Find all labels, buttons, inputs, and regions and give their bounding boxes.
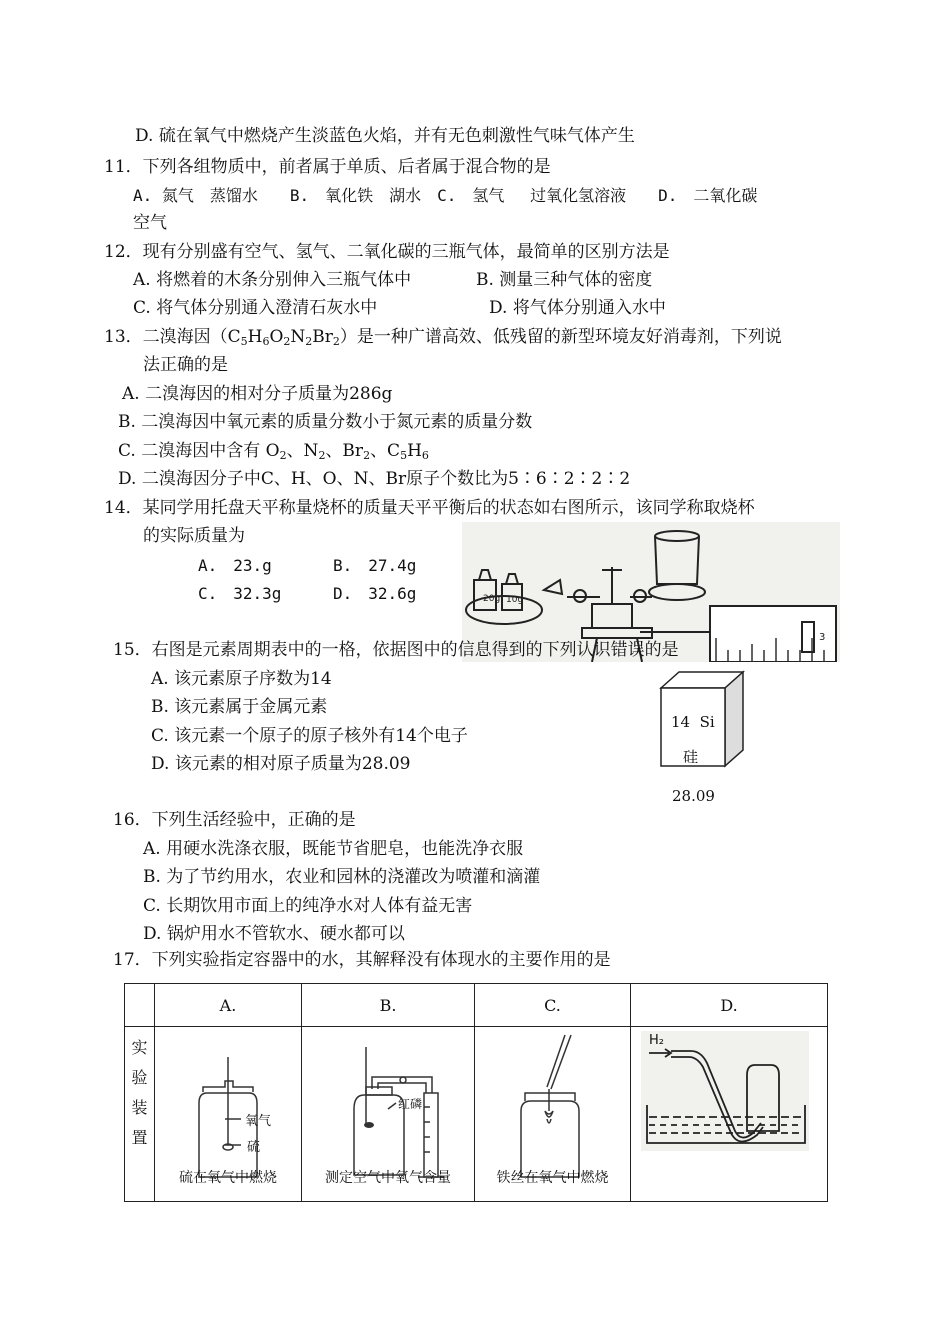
- q13-option-a: A. 二溴海因的相对分子质量为286g: [122, 384, 393, 404]
- oxygen-label: 氧气: [245, 1114, 272, 1129]
- q16-option-c: C. 长期饮用市面上的纯净水对人体有益无害: [143, 896, 473, 916]
- q16-stem: 16．下列生活经验中，正确的是: [113, 810, 356, 830]
- hydrogen-label: H₂: [649, 1033, 664, 1048]
- q16-option-b: B. 为了节约用水，农业和园林的浇灌改为喷灌和滴灌: [143, 867, 541, 887]
- q14-option-c: C. 32.3g: [198, 584, 282, 603]
- q13-stem-cont: 法正确的是: [143, 355, 228, 375]
- q12-option-c: C. 将气体分别通入澄清石灰水中: [133, 298, 378, 318]
- q13-option-d: D. 二溴海因分子中C、H、O、N、Br原子个数比为5∶6∶2∶2∶2: [118, 469, 631, 489]
- weight-20g-label: 20g: [483, 594, 501, 604]
- q17-caption-b: 测定空气中氧气含量: [325, 1170, 451, 1186]
- q17-table: [124, 983, 828, 1202]
- q17-stem: 17．下列实验指定容器中的水，其解释没有体现水的主要作用的是: [113, 950, 611, 970]
- q17-caption-c: 铁丝在氧气中燃烧: [496, 1170, 609, 1186]
- periodic-cell-mass: 28.09: [672, 787, 715, 805]
- q12-option-a: A. 将燃着的木条分别伸入三瓶气体中: [133, 270, 412, 290]
- q13-option-c: C. 二溴海因中含有 $O_2$、$N_2$、$Br_2$、$C_5H_6$: [118, 441, 429, 462]
- q14-option-a: A. 23.g: [198, 556, 272, 575]
- q16-option-a: A. 用硬水洗涤衣服，既能节省肥皂，也能洗净衣服: [143, 839, 524, 859]
- q11-stem: 11．下列各组物质中，前者属于单质、后者属于混合物的是: [104, 157, 551, 177]
- q13-option-b: B. 二溴海因中氧元素的质量分数小于氮元素的质量分数: [118, 412, 533, 432]
- q15-option-d: D. 该元素的相对原子质量为28.09: [151, 754, 411, 774]
- q15-stem: 15．右图是元素周期表中的一格，依据图中的信息得到的下列认识错误的是: [113, 640, 679, 660]
- q17-apparatus-d: [631, 1027, 828, 1202]
- periodic-cell-number-symbol: 14 Si: [671, 713, 715, 731]
- q14-option-b: B. 27.4g: [333, 556, 417, 575]
- q17-header-a: A.: [155, 984, 302, 1027]
- red-phosphorus-mark: [364, 1122, 374, 1128]
- q17-apparatus-c: [475, 1027, 631, 1202]
- q14-stem: 14．某同学用托盘天平称量烧杯的质量天平平衡后的状态如右图所示，该同学称取烧杯: [104, 498, 755, 518]
- q11-options-cont: 空气: [133, 213, 167, 233]
- hydrogen-collection-apparatus: [631, 1027, 827, 1197]
- q15-option-b: B. 该元素属于金属元素: [151, 697, 328, 717]
- q17-apparatus-b: [302, 1027, 475, 1202]
- sulfur-label: 硫: [247, 1140, 261, 1155]
- q14-stem-cont: 的实际质量为: [143, 526, 245, 546]
- q17-header-c: C.: [475, 984, 631, 1027]
- q12-option-d: D. 将气体分别通入水中: [489, 298, 666, 318]
- weight-10g-label: 10g: [506, 595, 524, 605]
- periodic-cell-name: 硅: [683, 748, 699, 766]
- q14-option-d: D. 32.6g: [333, 584, 417, 603]
- q10-option-d: D. 硫在氧气中燃烧产生淡蓝色火焰，并有无色刺激性气味气体产生: [135, 126, 635, 146]
- q17-caption-a: 硫在氧气中燃烧: [179, 1170, 277, 1186]
- q17-header-blank: [125, 984, 155, 1027]
- q15-option-c: C. 该元素一个原子的原子核外有14个电子: [151, 726, 468, 746]
- q17-apparatus-a: [155, 1027, 302, 1202]
- q15-option-a: A. 该元素原子序数为14: [151, 669, 332, 689]
- q16-option-d: D. 锅炉用水不管软水、硬水都可以: [143, 924, 405, 944]
- scale-tick-label: 3: [819, 632, 826, 643]
- q12-stem: 12．现有分别盛有空气、氢气、二氧化碳的三瓶气体，最简单的区别方法是: [104, 242, 670, 262]
- q17-header-d: D.: [631, 984, 828, 1027]
- q12-option-b: B. 测量三种气体的密度: [476, 270, 653, 290]
- q17-header-b: B.: [302, 984, 475, 1027]
- q17-row-label: 实 验 装 置: [125, 1027, 155, 1202]
- red-phosphorus-label: 红磷: [398, 1097, 423, 1111]
- q13-stem: 13．二溴海因$(C_5H_6O_2N_2Br_2)$是一种广谱高效、低残留的新型环境友好消毒剂，下列说: [104, 327, 782, 348]
- q11-options: A. 氮气 蒸馏水 B. 氧化铁 湖水 C. 氢气 过氧化氢溶液 D. 二氧化碳: [133, 186, 758, 205]
